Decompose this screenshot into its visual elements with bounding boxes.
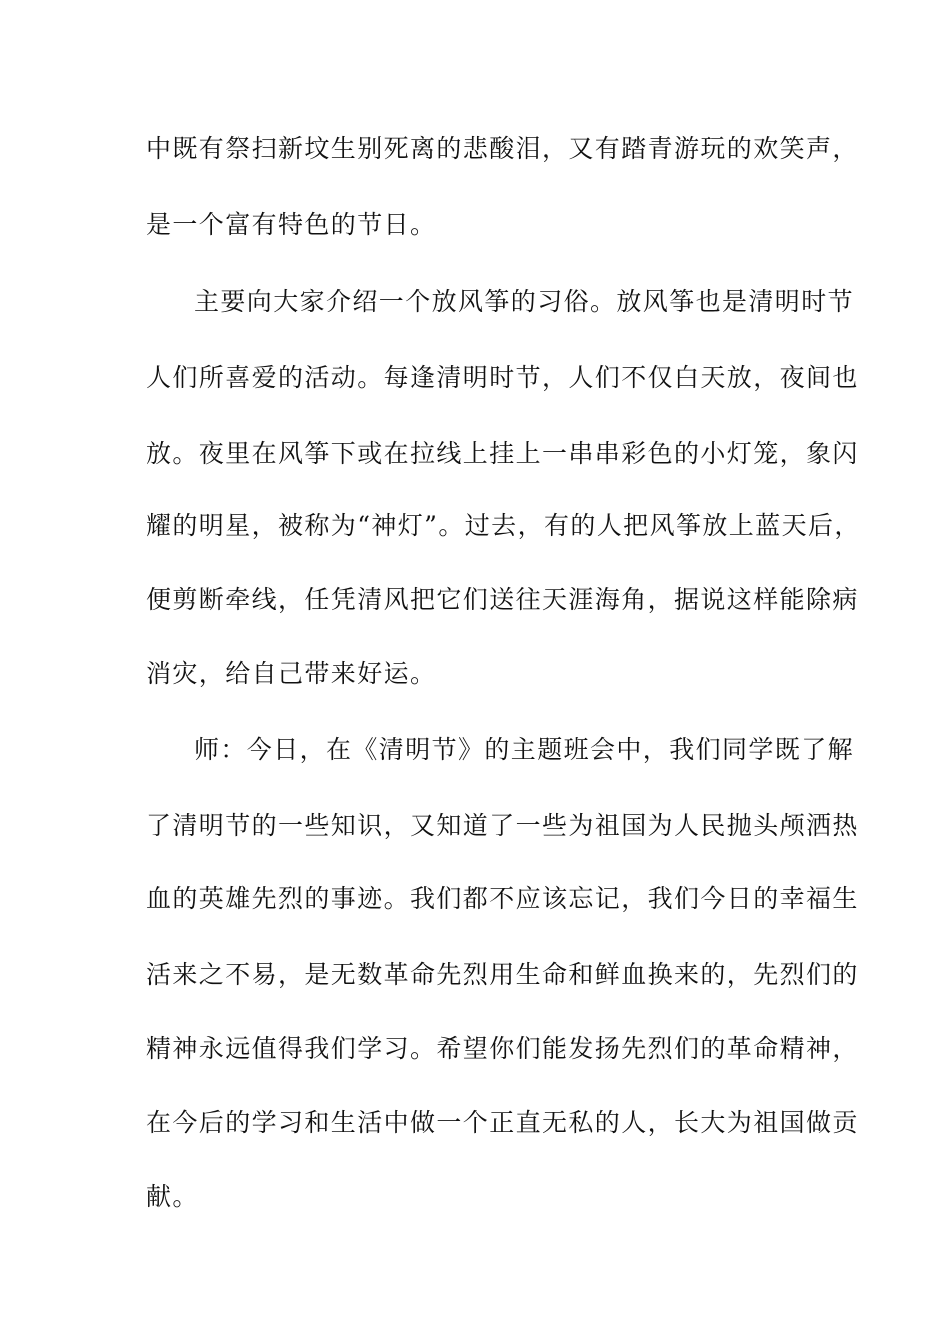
text-line: 活来之不易，是无数革命先烈用生命和鲜血换来的，先烈们的: [146, 960, 859, 989]
paragraph-start-line: 主要向大家介绍一个放风筝的习俗。放风筝也是清明时节: [194, 287, 855, 316]
text-line: 是一个富有特色的节日。: [146, 210, 437, 239]
text-line: 便剪断牵线，任凭清风把它们送往天涯海角，据说这样能除病: [146, 585, 859, 614]
text-line: 精神永远值得我们学习。希望你们能发扬先烈们的革命精神，: [146, 1034, 859, 1063]
text-line: 血的英雄先烈的事迹。我们都不应该忘记，我们今日的幸福生: [146, 884, 859, 913]
text-line: 了清明节的一些知识，又知道了一些为祖国为人民抛头颅洒热: [146, 811, 859, 840]
paragraph-start-line: 师：今日，在《清明节》的主题班会中，我们同学既了解: [194, 735, 855, 764]
text-line: 耀的明星，被称为“神灯”。过去，有的人把风筝放上蓝天后，: [146, 511, 861, 540]
text-line: 人们所喜爱的活动。每逢清明时节，人们不仅白天放，夜间也: [146, 363, 859, 392]
text-line: 在今后的学习和生活中做一个正直无私的人，长大为祖国做贡: [146, 1108, 859, 1137]
text-line: 献。: [146, 1182, 199, 1211]
text-line: 中既有祭扫新坟生别死离的悲酸泪，又有踏青游玩的欢笑声，: [146, 134, 859, 163]
text-line: 消灾，给自己带来好运。: [146, 659, 437, 688]
text-line: 放。夜里在风筝下或在拉线上挂上一串串彩色的小灯笼，象闪: [146, 439, 859, 468]
